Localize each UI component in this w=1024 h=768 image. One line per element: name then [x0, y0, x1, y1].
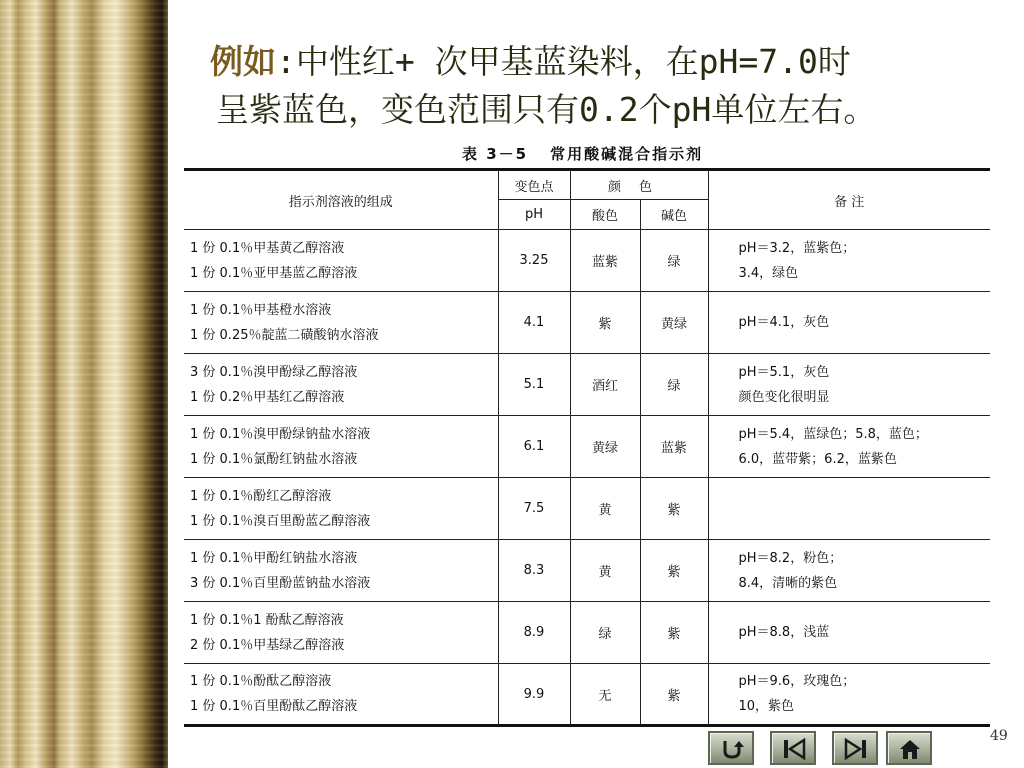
- page-number: 49: [990, 728, 1008, 744]
- composition-line: 3 份 0.1％溴甲酚绿乙醇溶液: [190, 364, 358, 380]
- note-line: 颜色变化很明显: [738, 389, 830, 405]
- heading-line2-text: 呈紫蓝色，变色范围只有0.2个pH单位左右。: [216, 90, 877, 129]
- header-composition: 指示剂溶液的组成: [184, 170, 498, 230]
- note-line: pH＝4.1，灰色: [738, 315, 830, 330]
- cell-base-color: 绿: [640, 230, 708, 292]
- example-label: 例如: [210, 42, 276, 81]
- note-line: pH＝8.2，粉色；: [738, 550, 843, 566]
- composition-line: 1 份 0.1％甲基橙水溶液: [190, 302, 332, 318]
- composition-line: 1 份 0.25％靛蓝二磺酸钠水溶液: [190, 327, 379, 343]
- composition-line: 2 份 0.1％甲基绿乙醇溶液: [190, 637, 345, 653]
- table-row: [184, 540, 990, 602]
- cell-composition: [184, 540, 498, 602]
- cell-composition: [184, 354, 498, 416]
- composition-line: 1 份 0.1％酚红乙醇溶液: [190, 488, 332, 504]
- cell-base-color: 紫: [640, 540, 708, 602]
- composition-line: 1 份 0.1％甲基黄乙醇溶液: [190, 240, 345, 256]
- home-button[interactable]: [886, 731, 932, 765]
- cell-ph: 3.25: [498, 230, 570, 292]
- note-line: 3.4，绿色: [738, 265, 799, 281]
- table-row: [184, 478, 990, 540]
- cell-ph: 4.1: [498, 292, 570, 354]
- cell-base-color: 绿: [640, 354, 708, 416]
- cell-composition: [184, 416, 498, 478]
- return-icon: [719, 738, 745, 760]
- header-notes: 备 注: [708, 170, 990, 230]
- note-line: pH＝5.1，灰色: [738, 364, 830, 380]
- composition-line: 1 份 0.1％1 酚酞乙醇溶液: [190, 612, 344, 628]
- cell-acid-color: 黄: [570, 478, 640, 540]
- header-acid-color: 酸色: [570, 200, 640, 230]
- note-line: pH＝8.8，浅蓝: [738, 625, 830, 640]
- table-number: 表 3－5: [462, 145, 529, 163]
- note-line: pH＝9.6，玫瑰色；: [738, 674, 856, 689]
- cell-ph: 5.1: [498, 354, 570, 416]
- table-caption: [462, 143, 703, 164]
- cell-base-color: 黄绿: [640, 292, 708, 354]
- cell-notes: [708, 230, 990, 292]
- composition-line: 1 份 0.1％溴百里酚蓝乙醇溶液: [190, 513, 371, 529]
- composition-line: 3 份 0.1％百里酚蓝钠盐水溶液: [190, 575, 371, 591]
- header-transition-point: 变色点: [498, 170, 570, 200]
- cell-acid-color: 黄绿: [570, 416, 640, 478]
- decorative-left-strip: [0, 0, 168, 768]
- composition-line: 1 份 0.1％百里酚酞乙醇溶液: [190, 699, 358, 714]
- table-row: [184, 416, 990, 478]
- cell-composition: [184, 664, 498, 726]
- cell-composition: [184, 230, 498, 292]
- cell-ph: 7.5: [498, 478, 570, 540]
- slide-heading: [210, 38, 1000, 134]
- first-slide-icon: [781, 738, 807, 760]
- composition-line: 1 份 0.2％甲基红乙醇溶液: [190, 389, 345, 405]
- table-row: [184, 602, 990, 664]
- cell-acid-color: 蓝紫: [570, 230, 640, 292]
- table-row: [184, 230, 990, 292]
- home-icon: [897, 738, 923, 760]
- table-row: [184, 292, 990, 354]
- composition-line: 1 份 0.1％甲酚红钠盐水溶液: [190, 550, 358, 566]
- cell-notes: [708, 602, 990, 664]
- cell-ph: 8.9: [498, 602, 570, 664]
- header-color: 颜色: [570, 170, 708, 200]
- cell-notes: [708, 354, 990, 416]
- header-ph: pH: [498, 200, 570, 230]
- note-line: pH＝5.4，蓝绿色；5.8，蓝色；: [738, 426, 928, 442]
- note-line: pH＝3.2，蓝紫色；: [738, 240, 856, 256]
- cell-acid-color: 绿: [570, 602, 640, 664]
- heading-line1-text: :中性红+ 次甲基蓝染料，在pH=7.0时: [276, 42, 851, 81]
- indicator-table: [184, 168, 990, 727]
- composition-line: 1 份 0.1％酚酞乙醇溶液: [190, 674, 332, 689]
- cell-base-color: 蓝紫: [640, 416, 708, 478]
- composition-line: 1 份 0.1％溴甲酚绿钠盐水溶液: [190, 426, 371, 442]
- cell-ph: 8.3: [498, 540, 570, 602]
- composition-line: 1 份 0.1％氯酚红钠盐水溶液: [190, 451, 358, 467]
- return-button[interactable]: [708, 731, 754, 765]
- header-base-color: 碱色: [640, 200, 708, 230]
- cell-acid-color: 无: [570, 664, 640, 726]
- cell-notes: [708, 416, 990, 478]
- cell-composition: [184, 478, 498, 540]
- cell-notes: [708, 664, 990, 726]
- cell-ph: 6.1: [498, 416, 570, 478]
- table-row: [184, 354, 990, 416]
- cell-acid-color: 黄: [570, 540, 640, 602]
- cell-notes: [708, 478, 990, 540]
- table-title: 常用酸碱混合指示剂: [550, 145, 704, 163]
- first-slide-button[interactable]: [770, 731, 816, 765]
- note-line: 10，紫色: [738, 699, 795, 714]
- composition-line: 1 份 0.1％亚甲基蓝乙醇溶液: [190, 265, 358, 281]
- last-slide-icon: [843, 738, 869, 760]
- cell-composition: [184, 602, 498, 664]
- cell-notes: [708, 292, 990, 354]
- table-header-row-1: [184, 170, 990, 200]
- cell-base-color: 紫: [640, 602, 708, 664]
- table-row: [184, 664, 990, 726]
- cell-ph: 9.9: [498, 664, 570, 726]
- note-line: 8.4，清晰的紫色: [738, 575, 838, 591]
- cell-notes: [708, 540, 990, 602]
- cell-acid-color: 紫: [570, 292, 640, 354]
- note-line: 6.0，蓝带紫；6.2，蓝紫色: [738, 451, 897, 467]
- cell-composition: [184, 292, 498, 354]
- cell-acid-color: 酒红: [570, 354, 640, 416]
- last-slide-button[interactable]: [832, 731, 878, 765]
- cell-base-color: 紫: [640, 478, 708, 540]
- cell-base-color: 紫: [640, 664, 708, 726]
